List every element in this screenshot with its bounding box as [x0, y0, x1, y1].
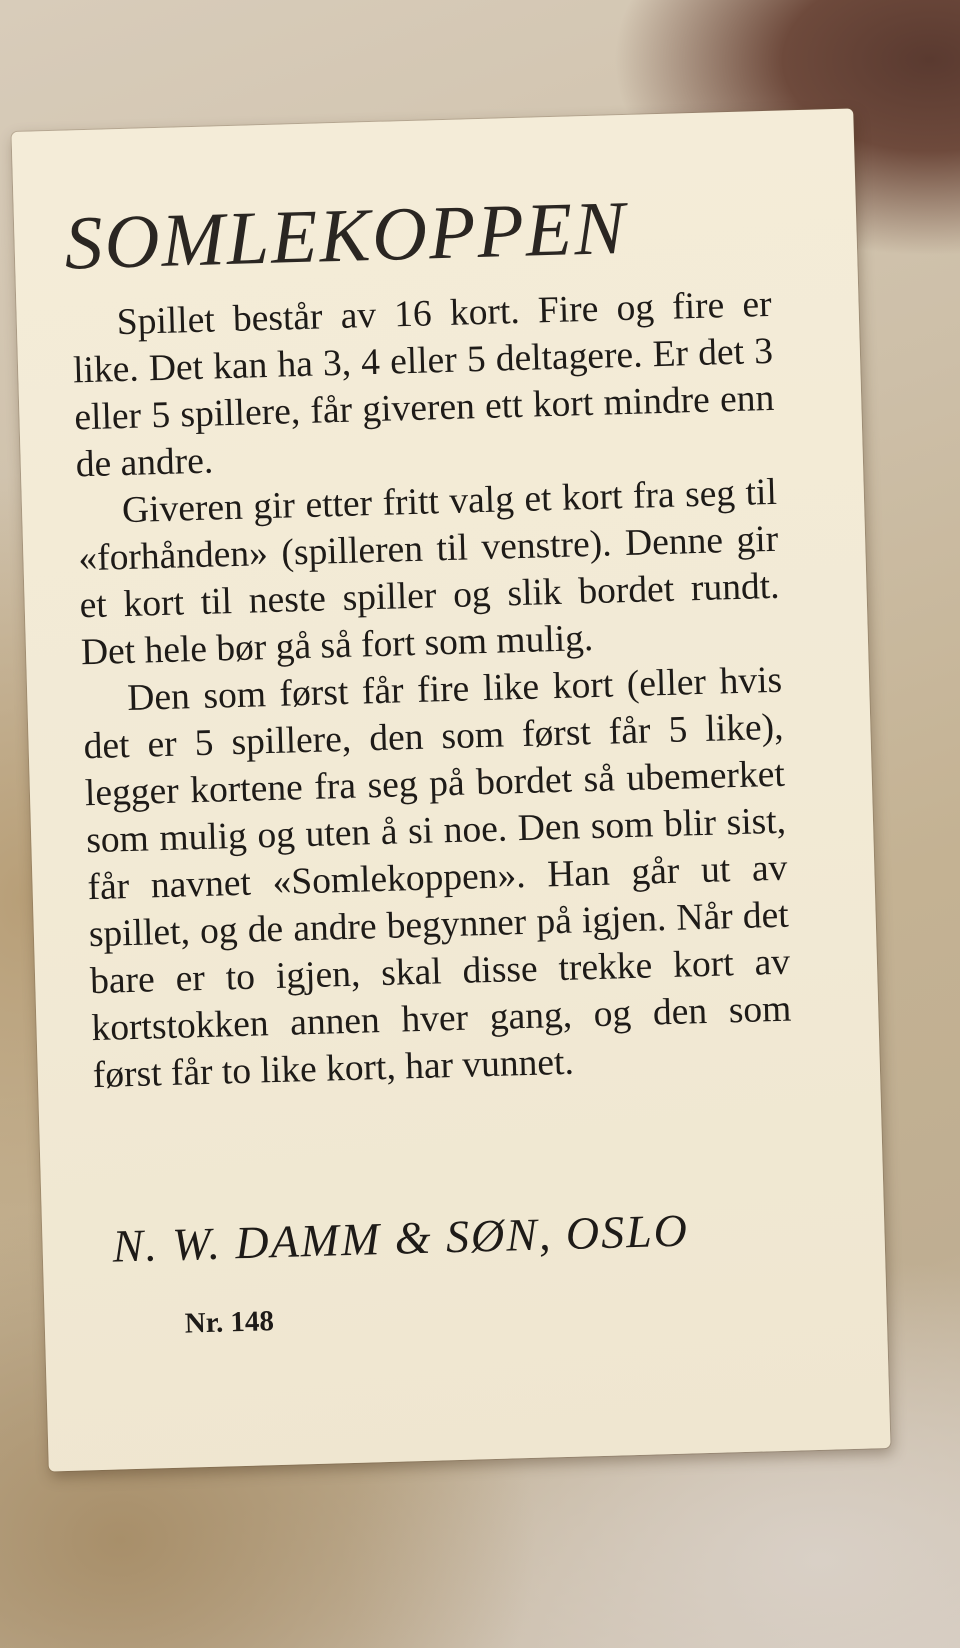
rules-text	[71, 281, 793, 1099]
rules-paragraph-3: Den som først får fire like kort (eller hvis det er 5 spillere, den som først får 5 like), legger kortene fra seg på bordet så ubemerket som mulig og uten å si noe. Den som blir sist, får navnet «Somlekoppen». Han går ut av spillet, og de andre begynner på igjen. Når det bare er to igjen, skal disse trekke kort av kortstokken annen hver gang, og den som først får to like kort, har vunnet.	[83, 659, 792, 1097]
rules-paragraph-1: Spillet består av 16 kort. Fire og fire er like. Det kan ha 3, 4 eller 5 deltagere. Er det 3 eller 5 spillere, får giveren ett kort mindre enn de andre.	[72, 283, 775, 486]
instruction-card	[11, 109, 890, 1472]
rules-paragraph-2: Giveren gir etter fritt valg et kort fra seg til «forhånden» (spilleren til venstre). Denne gir et kort til neste spiller og slik bordet rundt. Det hele bør gå så fort som mulig.	[77, 471, 781, 674]
card-number: Nr. 148	[184, 1305, 275, 1340]
card-title: SOMLEKOPPEN	[63, 185, 628, 286]
publisher-line: N. W. DAMM & SØN, OSLO	[111, 1204, 690, 1272]
